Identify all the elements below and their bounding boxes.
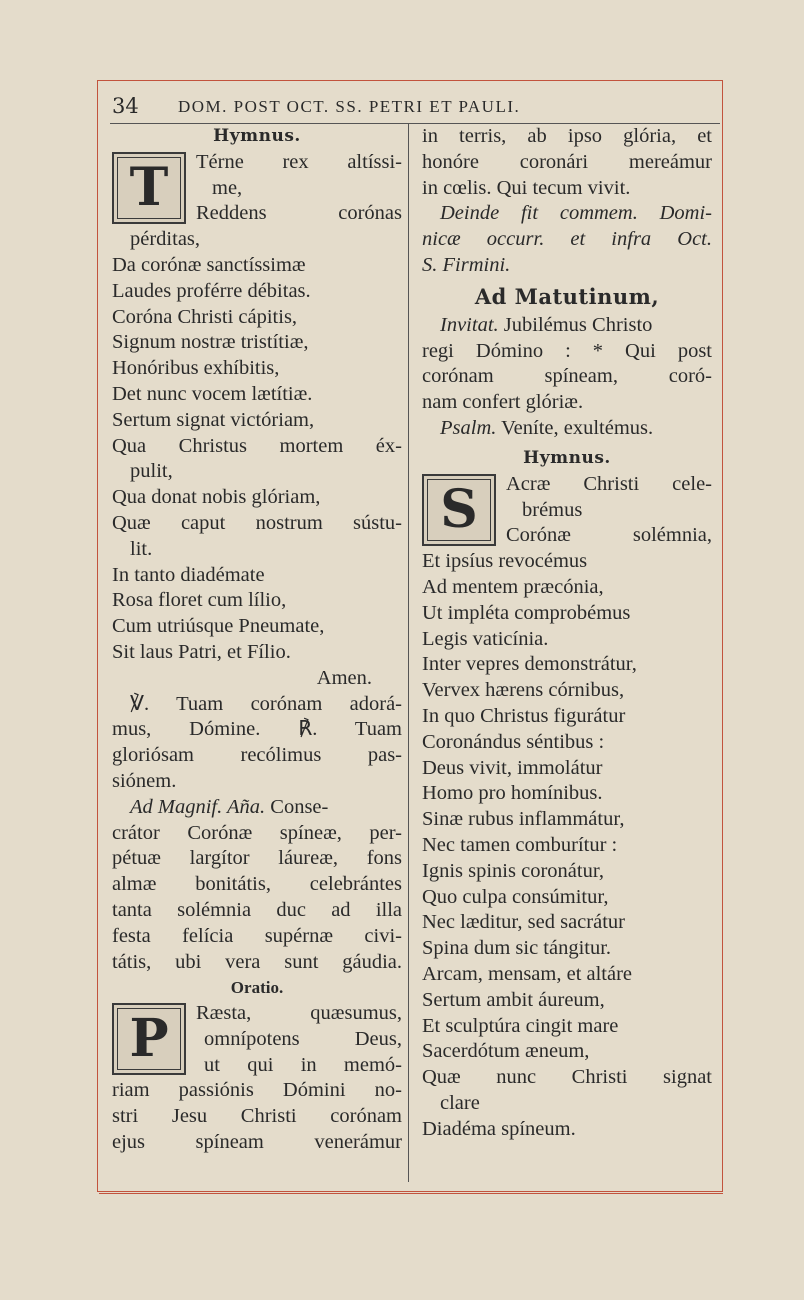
verse-line: Sinæ rubus inflammátur, [422, 808, 625, 831]
antiphon-line: crátor Corónæ spíneæ, per- [112, 821, 402, 844]
verse-line: Vervex hærens córnibus, [422, 679, 625, 702]
verse-line: Corónæ solémnia, [506, 524, 712, 547]
verse-line: lit. [130, 537, 153, 560]
versicle: ℣. Tuam corónam adorá- [130, 692, 402, 715]
verse-line: Térne rex altíssi- [196, 150, 402, 173]
psalm-line [422, 416, 712, 442]
verse-line: Quæ caput nostrum sústu- [112, 511, 402, 534]
verse-line: Coróna Christi cápitis, [112, 305, 298, 328]
verse-line: brémus [522, 498, 583, 521]
invitatory-line: nam confert glóriæ. [422, 391, 584, 414]
matutinum-heading: Ad Matutinum, [474, 283, 660, 309]
page-number: 34 [112, 94, 139, 118]
verse-line: Honóribus exhíbitis, [112, 357, 280, 380]
hymn-stanza-1 [112, 150, 402, 227]
prayer-line: Ræsta, quæsumus, [196, 1002, 402, 1025]
verse-line: Et sculptúra cingit mare [422, 1014, 619, 1037]
verse-line: Legis vaticínia. [422, 627, 549, 650]
verse-line: Quo culpa consúmitur, [422, 885, 609, 908]
antiphon-text: Conse- [265, 795, 329, 818]
psalm-text: Veníte, exultémus. [496, 416, 654, 439]
drop-cap-initial: P [112, 1003, 186, 1075]
antiphon-line: tanta solémnia duc ad illa [112, 898, 402, 921]
rubric-line: nicæ occurr. et infra Oct. [422, 228, 712, 251]
verse-line: Spina dum sic tángitur. [422, 937, 612, 960]
hymnus-heading: Hymnus. [523, 447, 611, 468]
antiphon-line: festa felícia supérnæ civi- [112, 924, 402, 947]
drop-cap-initial: T [112, 152, 186, 224]
versicle: siónem. [112, 769, 177, 792]
running-header [110, 94, 710, 120]
verse-line: Homo pro homínibus. [422, 782, 603, 805]
prayer-line: ut qui in memó- [204, 1053, 402, 1076]
verse-line: Deus vivit, immolátur [422, 756, 603, 779]
page-border-rule [99, 1193, 723, 1194]
verse-line: Sacerdótum æneum, [422, 1040, 590, 1063]
verse-line: Cum utriúsque Pneumate, [112, 615, 325, 638]
oratio-heading: Oratio. [230, 978, 284, 998]
hymn-stanza-1 [422, 472, 712, 549]
versicle: gloriósam recólimus pas- [112, 744, 402, 767]
verse-line: Ut impléta comprobémus [422, 601, 631, 624]
prayer-line: in terris, ab ipso glória, et [422, 125, 712, 147]
right-column [422, 124, 712, 1142]
versicle: mus, Dómine. ℟. Tuam [112, 718, 402, 741]
verse-line: Quæ nunc Christi signat [422, 1066, 712, 1089]
hymnus-heading: Hymnus. [213, 126, 301, 146]
amen: Amen. [316, 666, 372, 689]
verse-line: Nec tamen comburítur : [422, 833, 618, 856]
prayer-line: omnípotens Deus, [204, 1027, 402, 1050]
verse-line: pérditas, [130, 228, 201, 251]
verse-line: Sertum signat victóriam, [112, 408, 315, 431]
verse-line: Nec læditur, sed sacrátur [422, 911, 625, 934]
verse-line: In quo Christus figurátur [422, 704, 626, 727]
drop-cap-initial: S [422, 474, 496, 546]
invitatory-line [422, 313, 712, 339]
prayer-line: riam passiónis Dómini no- [112, 1079, 402, 1102]
verse-line: Et ipsíus revocémus [422, 550, 588, 573]
verse-line: Qua donat nobis glóriam, [112, 486, 321, 509]
verse-line: Reddens corónas [196, 202, 402, 225]
verse-line: Da corónæ sanctíssimæ [112, 253, 306, 276]
invitatory-line: corónam spíneam, coró- [422, 365, 712, 388]
invitatory-text: Jubilémus Christo [498, 313, 653, 336]
verse-line: Ad mentem præcónia, [422, 575, 604, 598]
verse-line: Laudes proférre débitas. [112, 279, 311, 302]
verse-line: Signum nostræ tristítiæ, [112, 331, 309, 354]
running-title: DOM. POST OCT. SS. PETRI ET PAULI. [178, 97, 521, 116]
rubric-label: Ad Magnif. Aña. [130, 795, 266, 818]
prayer-line: ejus spíneam venerámur [112, 1131, 402, 1154]
antiphon-line: pétuæ largítor láureæ, fons [112, 847, 402, 870]
prayer-line: honóre coronári mereámur [422, 150, 712, 173]
column-divider [408, 124, 409, 1182]
verse-line: clare [440, 1091, 480, 1114]
rubric-line: Deinde fit commem. Domi- [440, 202, 712, 225]
left-column [112, 124, 402, 1156]
invitatory-line: regi Dómino : * Qui post [422, 339, 712, 362]
oratio-text [112, 1001, 402, 1078]
verse-line: In tanto diadémate [112, 563, 265, 586]
verse-line: me, [212, 176, 243, 199]
verse-line: Rosa floret cum lílio, [112, 589, 287, 612]
antiphon-line: tátis, ubi vera sunt gáudia. [112, 950, 402, 973]
verse-line: Inter vepres demonstrátur, [422, 653, 637, 676]
rubric-line: S. Firmini. [422, 253, 511, 276]
verse-line: Acræ Christi cele- [506, 472, 712, 495]
verse-line: Qua Christus mortem éx- [112, 434, 402, 457]
antiphon-line [112, 795, 402, 821]
rubric-label: Psalm. [440, 416, 497, 439]
antiphon-line: almæ bonitátis, celebrántes [112, 873, 402, 896]
verse-line: Arcam, mensam, et altáre [422, 962, 633, 985]
prayer-line: stri Jesu Christi corónam [112, 1105, 402, 1128]
verse-line: Sit laus Patri, et Fílio. [112, 640, 291, 663]
verse-line: Coronándus séntibus : [422, 730, 605, 753]
verse-line: Ignis spinis coronátur, [422, 859, 604, 882]
verse-line: Sertum ambit áureum, [422, 988, 605, 1011]
verse-line: Det nunc vocem lætítiæ. [112, 382, 313, 405]
verse-line: Diadéma spíneum. [422, 1117, 576, 1140]
prayer-line: in cœlis. Qui tecum vivit. [422, 176, 631, 199]
rubric-label: Invitat. [440, 313, 499, 336]
verse-line: pulit, [130, 460, 173, 483]
